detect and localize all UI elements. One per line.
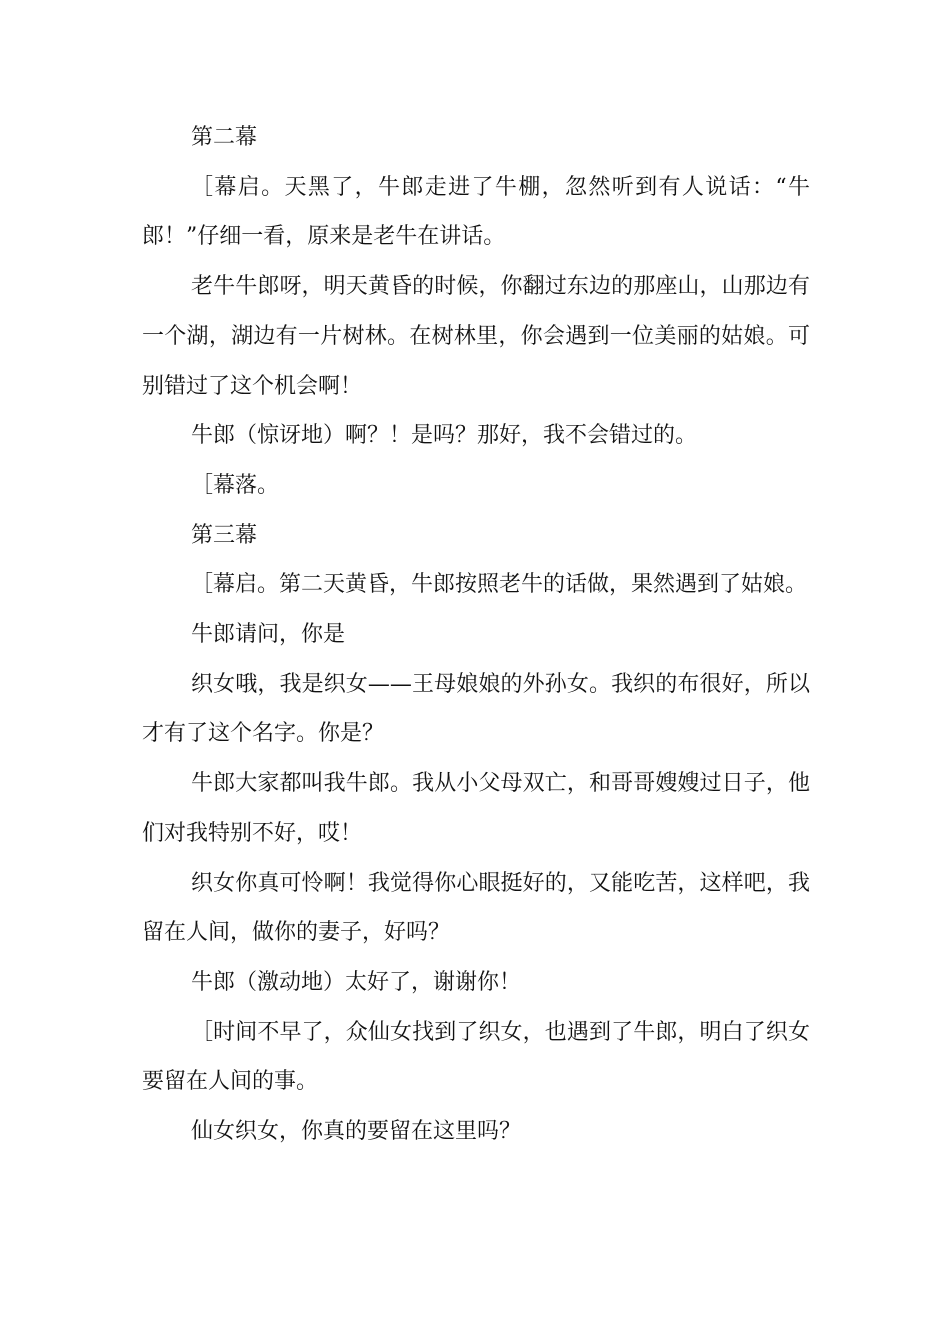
stage-direction: ［幕落。 — [191, 472, 280, 498]
script-text — [142, 113, 810, 1157]
dialogue-line: 牛郎（激动地）太好了，谢谢你！ — [191, 969, 522, 995]
dialogue-line: 老牛牛郎呀，明天黄昏的时候，你翻过东边的那座山，山那边有一个湖，湖边有一片树林。在树林里，你会遇到一位美丽的姑娘。可别错过了这个机会啊！ — [142, 274, 810, 399]
dialogue-line: 牛郎请问，你是 — [191, 622, 346, 648]
dialogue-line: 牛郎大家都叫我牛郎。我从小父母双亡，和哥哥嫂嫂过日子，他们对我特别不好，哎！ — [142, 771, 810, 846]
stage-direction: ［时间不早了，众仙女找到了织女，也遇到了牛郎，明白了织女要留在人间的事。 — [142, 1019, 810, 1095]
scene-heading-3: 第三幕 — [191, 522, 258, 548]
scene-heading-2: 第二幕 — [191, 125, 258, 150]
dialogue-line: 织女哦，我是织女——王母娘娘的外孙女。我织的布很好，所以才有了这个名字。你是？ — [142, 671, 810, 747]
dialogue-line: 牛郎（惊讶地）啊？！是吗？那好，我不会错过的。 — [191, 423, 698, 449]
stage-direction: ［幕启。天黑了，牛郎走进了牛棚，忽然听到有人说话：“牛郎！”仔细一看，原来是老牛在讲话。 — [142, 174, 810, 250]
dialogue-line: 织女你真可怜啊！我觉得你心眼挺好的，又能吃苦，这样吧，我留在人间，做你的妻子，好吗？ — [142, 870, 810, 946]
stage-direction: ［幕启。第二天黄昏，牛郎按照老牛的话做，果然遇到了姑娘。 — [191, 572, 808, 598]
dialogue-line: 仙女织女，你真的要留在这里吗？ — [191, 1119, 522, 1145]
